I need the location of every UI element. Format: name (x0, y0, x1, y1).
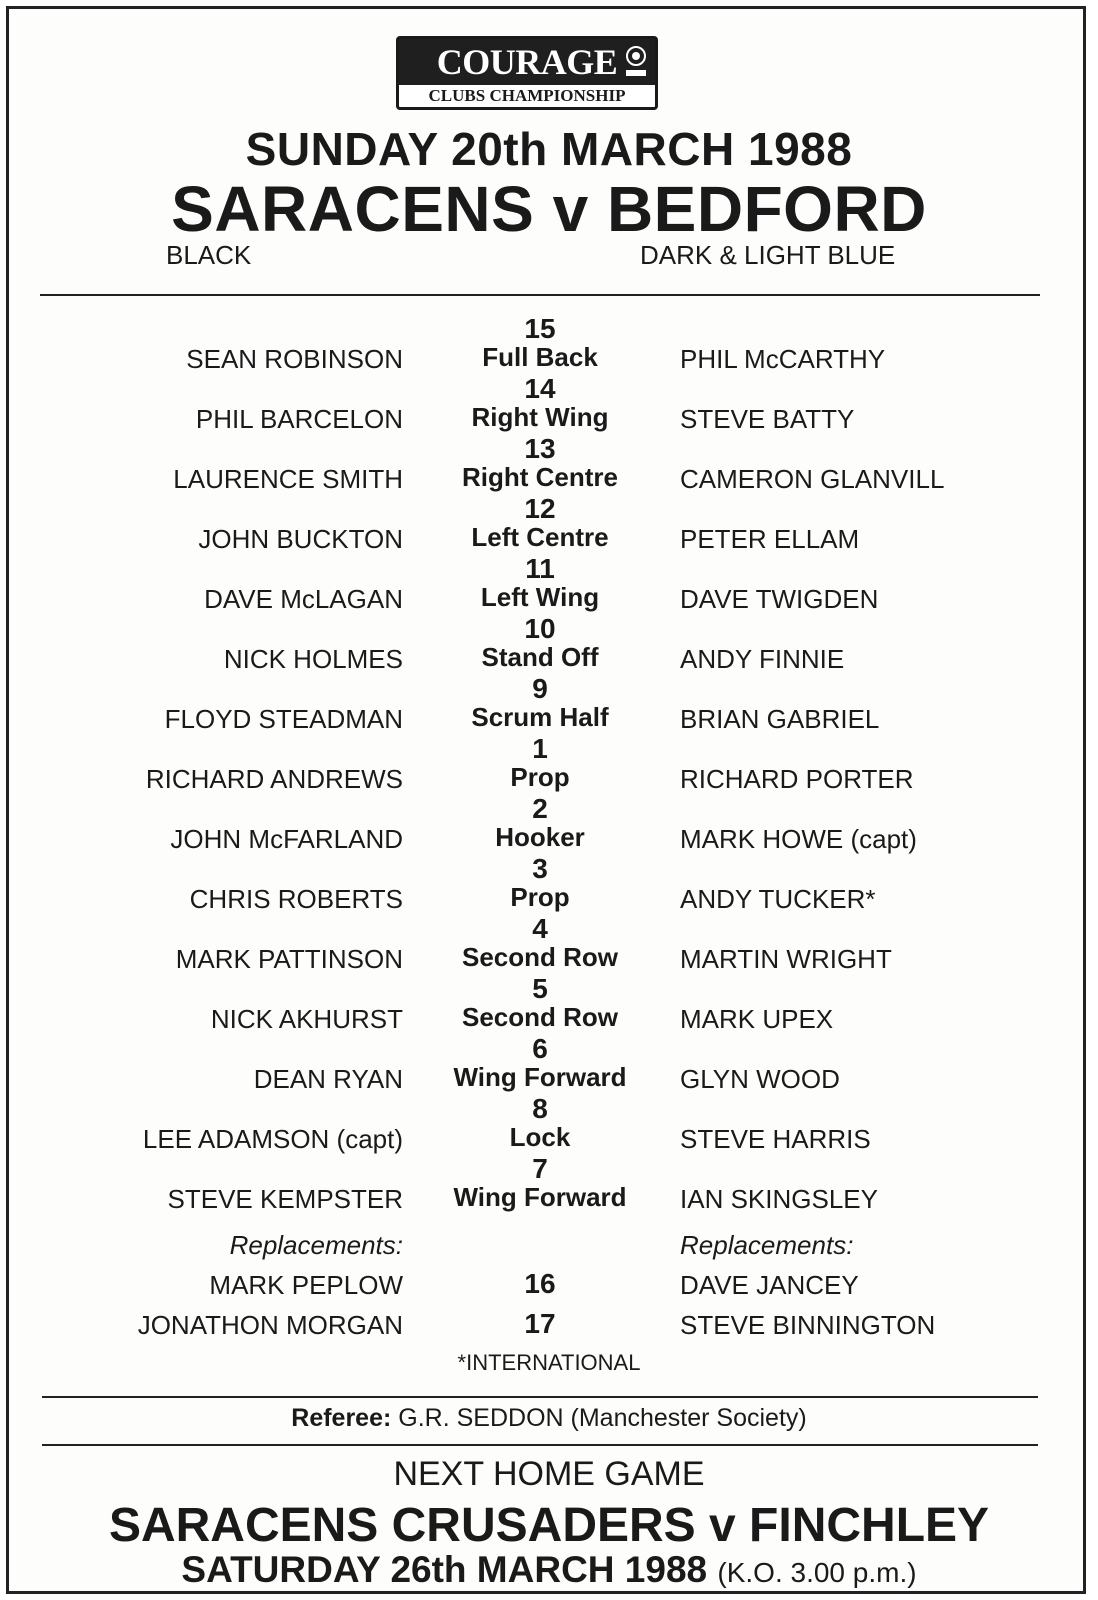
home-player: LAURENCE SMITH (173, 464, 403, 494)
position-number: 8 (532, 1093, 548, 1124)
position-number: 9 (532, 673, 548, 704)
next-game-date-line (0, 1549, 1098, 1591)
position-name: Right Wing (471, 402, 609, 432)
home-replacements-label: Replacements: (229, 1230, 403, 1260)
referee-label: Referee: (291, 1404, 392, 1432)
position-name: Stand Off (481, 642, 599, 672)
position-name: Left Wing (480, 582, 600, 612)
position-name: Wing Forward (453, 1062, 627, 1092)
home-player: DAVE McLAGAN (204, 584, 403, 614)
away-player: ANDY TUCKER* (680, 884, 876, 914)
home-colour: BLACK (166, 240, 252, 270)
courage-logo (396, 36, 658, 110)
referee-divider-top (42, 1396, 1038, 1398)
position-name: Full Back (482, 342, 598, 372)
away-player: PETER ELLAM (680, 524, 860, 554)
referee-divider-bottom (42, 1444, 1038, 1446)
rose-icon (621, 43, 651, 81)
position-number: 15 (524, 313, 556, 344)
logo-subtitle: CLUBS CHAMPIONSHIP (428, 86, 626, 105)
position-name: Prop (510, 762, 570, 792)
away-player: IAN SKINGSLEY (680, 1184, 878, 1214)
position-number: 2 (532, 793, 548, 824)
next-game-heading: NEXT HOME GAME (393, 1455, 705, 1493)
away-replacements-label: Replacements: (680, 1230, 854, 1260)
position-name: Prop (510, 882, 570, 912)
position-name: Right Centre (462, 462, 618, 492)
next-game-kickoff: (K.O. 3.00 p.m.) (717, 1557, 917, 1588)
position-number: 10 (524, 613, 556, 644)
away-player: STEVE HARRIS (680, 1124, 871, 1154)
replacement-number: 17 (524, 1308, 556, 1339)
next-game-date: SATURDAY 26th MARCH 1988 (181, 1549, 708, 1590)
away-replacement: STEVE BINNINGTON (680, 1310, 936, 1340)
position-name: Hooker (495, 822, 585, 852)
away-replacement: DAVE JANCEY (680, 1270, 859, 1300)
away-player: MARK UPEX (680, 1004, 834, 1034)
position-number: 3 (532, 853, 548, 884)
position-name: Left Centre (471, 522, 609, 552)
position-name: Wing Forward (453, 1182, 627, 1212)
home-player: FLOYD STEADMAN (164, 704, 403, 734)
referee-line (0, 1404, 1098, 1433)
away-player: PHIL McCARTHY (680, 344, 886, 374)
position-number: 6 (532, 1033, 548, 1064)
home-player: JOHN McFARLAND (170, 824, 403, 854)
home-player: DEAN RYAN (253, 1064, 403, 1094)
home-player: PHIL BARCELON (195, 404, 403, 434)
away-player: MARK HOWE (capt) (680, 824, 917, 854)
away-player: ANDY FINNIE (680, 644, 845, 674)
position-name: Second Row (461, 1002, 618, 1032)
logo-brand: COURAGE (399, 39, 655, 85)
position-name: Lock (509, 1122, 571, 1152)
away-player: RICHARD PORTER (680, 764, 914, 794)
home-player: JOHN BUCKTON (198, 524, 403, 554)
position-number: 4 (532, 913, 548, 944)
away-player: STEVE BATTY (680, 404, 855, 434)
match-title: SARACENS v BEDFORD (171, 173, 927, 245)
position-name: Second Row (461, 942, 618, 972)
away-colour: DARK & LIGHT BLUE (640, 240, 896, 270)
home-replacement: MARK PEPLOW (209, 1270, 403, 1300)
referee-name: G.R. SEDDON (Manchester Society) (398, 1404, 807, 1432)
position-number: 12 (524, 493, 556, 524)
away-player: DAVE TWIGDEN (680, 584, 879, 614)
position-number: 1 (532, 733, 548, 764)
match-date: SUNDAY 20th MARCH 1988 (245, 123, 853, 175)
home-player: SEAN ROBINSON (186, 344, 403, 374)
home-player: LEE ADAMSON (capt) (142, 1124, 403, 1154)
home-player: NICK AKHURST (210, 1004, 403, 1034)
position-number: 14 (524, 373, 556, 404)
position-number: 13 (524, 433, 556, 464)
position-number: 7 (532, 1153, 548, 1184)
header-divider (40, 294, 1040, 296)
home-player: CHRIS ROBERTS (189, 884, 403, 914)
home-player: STEVE KEMPSTER (167, 1184, 403, 1214)
position-name: Scrum Half (471, 702, 609, 732)
position-number: 5 (532, 973, 548, 1004)
replacement-number: 16 (524, 1268, 556, 1299)
international-footnote: *INTERNATIONAL (457, 1350, 641, 1375)
away-player: GLYN WOOD (680, 1064, 840, 1094)
position-number: 11 (525, 553, 555, 584)
home-player: MARK PATTINSON (175, 944, 403, 974)
home-player: NICK HOLMES (223, 644, 403, 674)
home-replacement: JONATHON MORGAN (137, 1310, 403, 1340)
away-player: MARTIN WRIGHT (680, 944, 892, 974)
home-player: RICHARD ANDREWS (145, 764, 403, 794)
away-player: CAMERON GLANVILL (680, 464, 945, 494)
lineup-row (0, 1153, 1098, 1228)
next-game-match: SARACENS CRUSADERS v FINCHLEY (108, 1499, 990, 1552)
away-player: BRIAN GABRIEL (680, 704, 880, 734)
